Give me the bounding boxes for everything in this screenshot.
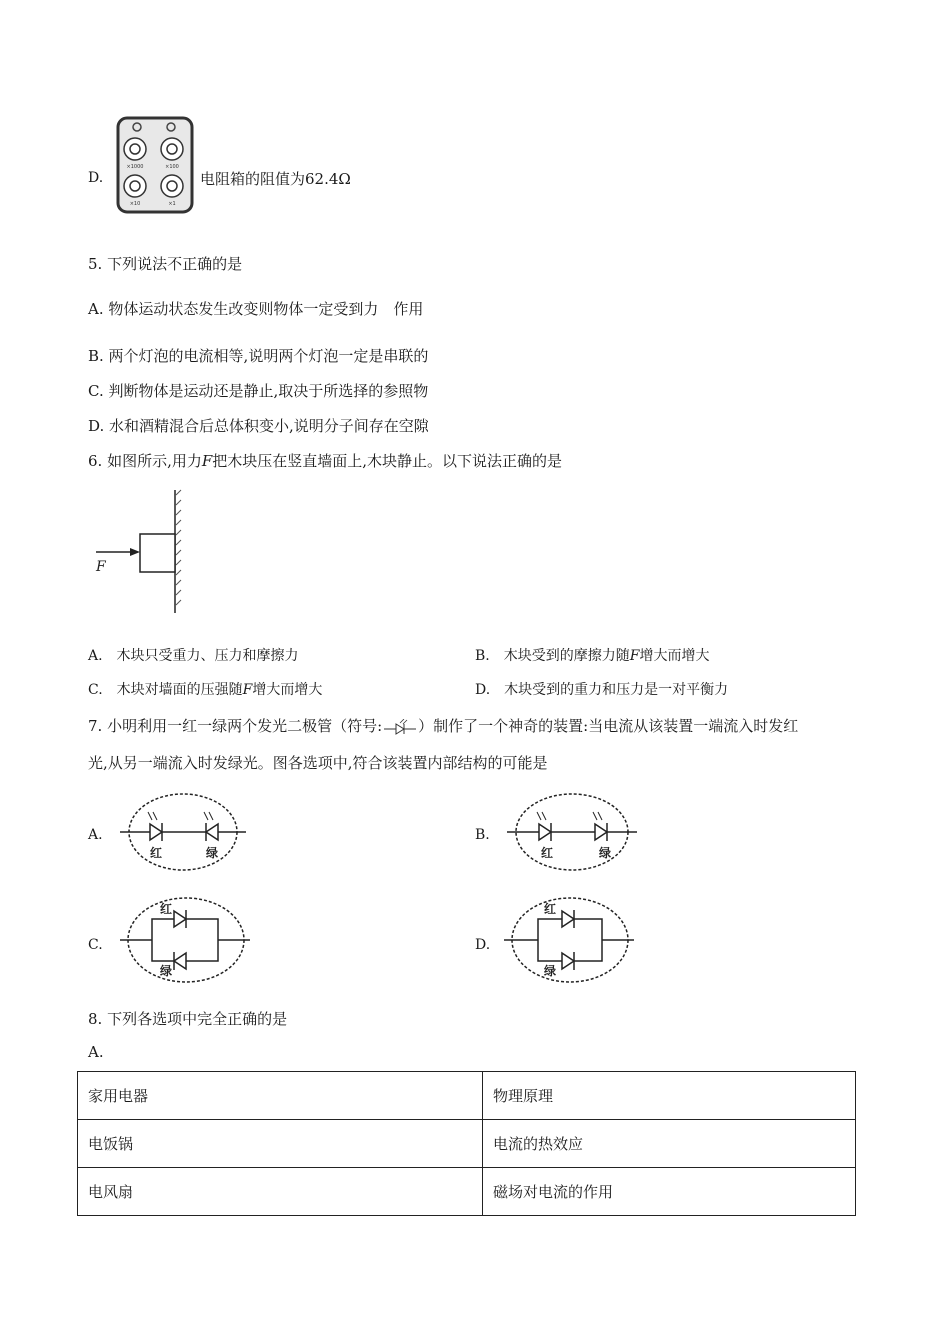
q6-option-a: A. 木块只受重力、压力和摩擦力	[88, 648, 299, 664]
svg-text:绿: 绿	[599, 846, 612, 860]
table-header-cell: 物理原理	[483, 1072, 856, 1120]
table-row	[78, 1168, 856, 1216]
q6-stem-post: 把木块压在竖直墙面上,木块静止。以下说法正确的是	[212, 452, 563, 470]
q5-option-a: A. 物体运动状态发生改变则物体一定受到力 作用	[88, 300, 424, 318]
q5-option-d: D. 水和酒精混合后总体积变小,说明分子间存在空隙	[88, 417, 429, 435]
q7-stem-line2: 光,从另一端流入时发绿光。图各选项中,符合该装置内部结构的可能是	[88, 754, 548, 772]
table-row	[78, 1120, 856, 1168]
q6-option-b: B. 木块受到的摩擦力随F增大而增大	[475, 648, 710, 664]
dial-label-1000: ×1000	[126, 164, 144, 170]
svg-text:红: 红	[541, 846, 554, 860]
option-d-label: D.	[88, 170, 104, 186]
table-cell: 电风扇	[78, 1168, 483, 1216]
dial-label-1: ×1	[168, 201, 176, 207]
force-label: F	[96, 559, 106, 575]
q5-option-c: C. 判断物体是运动还是静止,取决于所选择的参照物	[88, 382, 429, 400]
svg-text:红: 红	[150, 846, 163, 860]
led-symbol-icon	[382, 719, 418, 735]
svg-text:绿: 绿	[206, 846, 219, 860]
dial-label-10: ×10	[129, 201, 141, 207]
wall-block-figure	[88, 485, 198, 620]
q8-table	[77, 1071, 856, 1216]
table-header-cell: 家用电器	[78, 1072, 483, 1120]
circuit-d-figure	[502, 895, 637, 985]
resistance-box-figure	[115, 115, 195, 215]
q7-stem-line1: 7. 小明利用一红一绿两个发光二极管（符号: ）制作了一个神奇的装置:当电流从该装置一端流入时发红	[88, 717, 799, 735]
q5-stem: 5. 下列说法不正确的是	[88, 255, 243, 273]
q6-stem-force: F	[201, 452, 213, 470]
q7-option-b-label: B.	[475, 827, 490, 843]
svg-text:绿: 绿	[544, 964, 557, 978]
svg-text:绿: 绿	[160, 964, 173, 978]
q7-option-c-label: C.	[88, 937, 103, 953]
q6-option-c: C. 木块对墙面的压强随F增大而增大	[88, 682, 323, 698]
q8-stem: 8. 下列各选项中完全正确的是	[88, 1010, 288, 1028]
q8-option-a-label: A.	[88, 1043, 104, 1061]
q5-option-b: B. 两个灯泡的电流相等,说明两个灯泡一定是串联的	[88, 347, 429, 365]
table-cell: 电饭锅	[78, 1120, 483, 1168]
q7-option-d-label: D.	[475, 937, 491, 953]
svg-text:红: 红	[160, 902, 173, 916]
table-cell: 磁场对电流的作用	[483, 1168, 856, 1216]
table-cell: 电流的热效应	[483, 1120, 856, 1168]
table-header-row	[78, 1072, 856, 1120]
svg-text:红: 红	[544, 902, 557, 916]
circuit-c-figure	[118, 895, 253, 985]
q6-stem-pre: 6. 如图所示,用力	[88, 452, 202, 470]
option-d-text: 电阻箱的阻值为62.4Ω	[200, 170, 351, 188]
q7-option-a-label: A.	[88, 827, 103, 843]
q6-option-d: D. 木块受到的重力和压力是一对平衡力	[475, 682, 729, 698]
circuit-a-figure	[118, 790, 248, 875]
circuit-b-figure	[505, 790, 640, 875]
q6-stem	[88, 450, 562, 472]
dial-label-100: ×100	[165, 164, 179, 170]
